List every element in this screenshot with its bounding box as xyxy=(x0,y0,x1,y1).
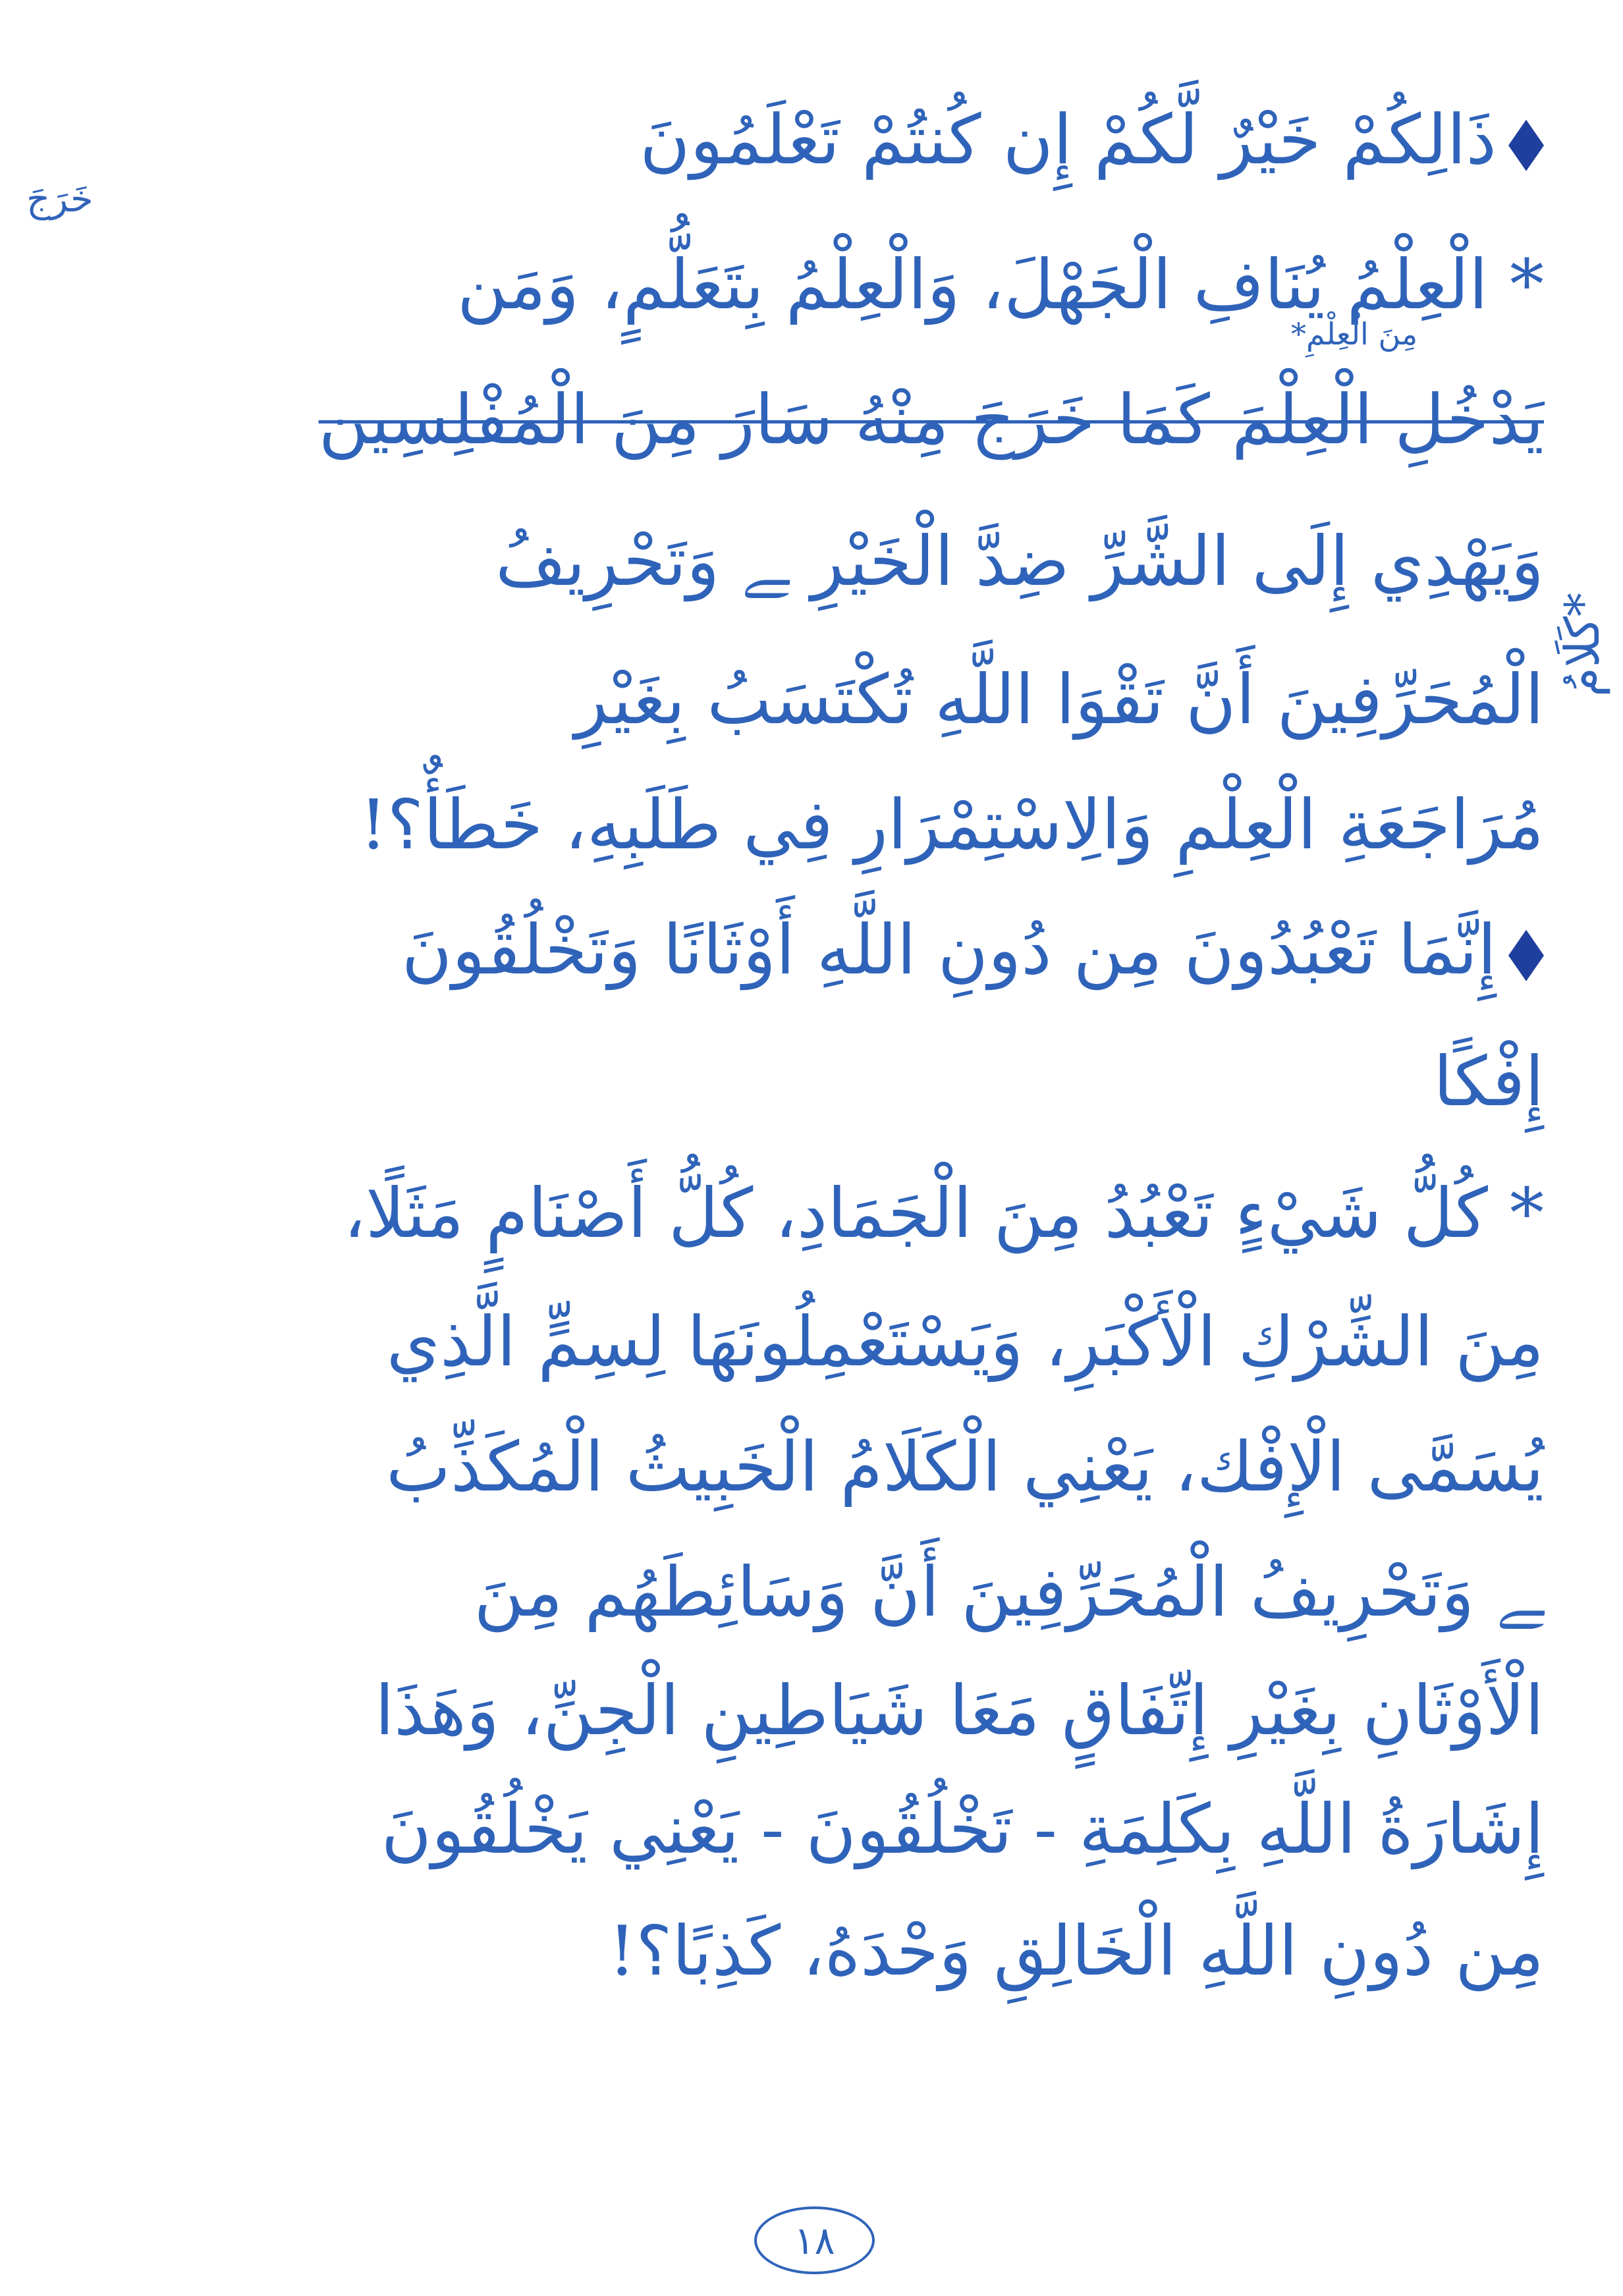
text-line-8: إِفْكًا xyxy=(1433,1041,1544,1122)
text-line-7: إِنَّمَا تَعْبُدُونَ مِن دُونِ اللَّهِ أَوْثَانًا وَتَخْلُقُونَ xyxy=(402,909,1544,991)
diamond-bullet-icon xyxy=(1508,930,1544,981)
text-line-9: * كُلُّ شَيْءٍ تَعْبُدُ مِنَ الْجَمَادِ، كُلُّ أَصْنَامٍ مَثَلًا، xyxy=(343,1173,1544,1253)
text-line-10: مِنَ الشِّرْكِ الْأَكْبَرِ، وَيَسْتَعْمِلُونَهَا لِسِمٍّ الَّذِي xyxy=(386,1301,1544,1382)
text-line-6: مُرَاجَعَةِ الْعِلْمِ وَالِاسْتِمْرَارِ فِي طَلَبِهِ، خَطَأٌ؟! xyxy=(359,784,1544,865)
text-line-12: ﮯ وَتَحْرِيفُ الْمُحَرِّفِينَ أَنَّ وَسَائِطَهُم مِنَ xyxy=(474,1552,1544,1632)
text-line-3: يَدْخُلِ الْعِلْمَ كَمَا خَرَجَ مِنْهُ سَارَ مِنَ الْمُفْلِسِين xyxy=(318,379,1544,460)
text-line-14: إِشَارَةُ اللَّهِ بِكَلِمَةِ - تَخْلُقُونَ - يَعْنِي يَخْلُقُونَ xyxy=(381,1789,1544,1869)
text-line-2: * الْعِلْمُ يُنَافِ الْجَهْلَ، وَالْعِلْمُ بِتَعَلُّمٍ، وَمَن xyxy=(457,244,1544,325)
text-line-1: ذَالِكُمْ خَيْرٌ لَّكُمْ إِن كُنتُمْ تَعْلَمُونَ xyxy=(640,99,1544,181)
text-line-4: وَيَهْدِي إِلَى الشَّرِّ ضِدَّ الْخَيْرِ ﮯ وَتَحْرِيفُ xyxy=(495,521,1544,601)
margin-note-vertical: *كَلَامُ xyxy=(1554,593,1610,697)
page-number: ١٨ xyxy=(754,2206,875,2274)
margin-note-top: خَرَجَ xyxy=(26,178,94,221)
text-line-5: الْمُحَرِّفِينَ أَنَّ تَقْوَا اللَّهِ تُكْتَسَبُ بِغَيْرِ xyxy=(574,659,1544,740)
margin-note-side: مِنَ الْعِلْمِ* xyxy=(1291,316,1418,352)
text-line-13: الْأَوْثَانِ بِغَيْرِ إِتِّفَاقٍ مَعَا شَيَاطِينِ الْجِنِّ، وَهَذَا xyxy=(375,1670,1544,1751)
text-line-15: مِن دُونِ اللَّهِ الْخَالِقِ وَحْدَهُ، كَذِبًا؟! xyxy=(608,1911,1544,1991)
text-line-11: يُسَمَّى الْإِفْك، يَعْنِي الْكَلَامُ الْخَبِيثُ الْمُكَذِّبُ xyxy=(386,1427,1544,1507)
diamond-bullet-icon xyxy=(1508,120,1544,171)
